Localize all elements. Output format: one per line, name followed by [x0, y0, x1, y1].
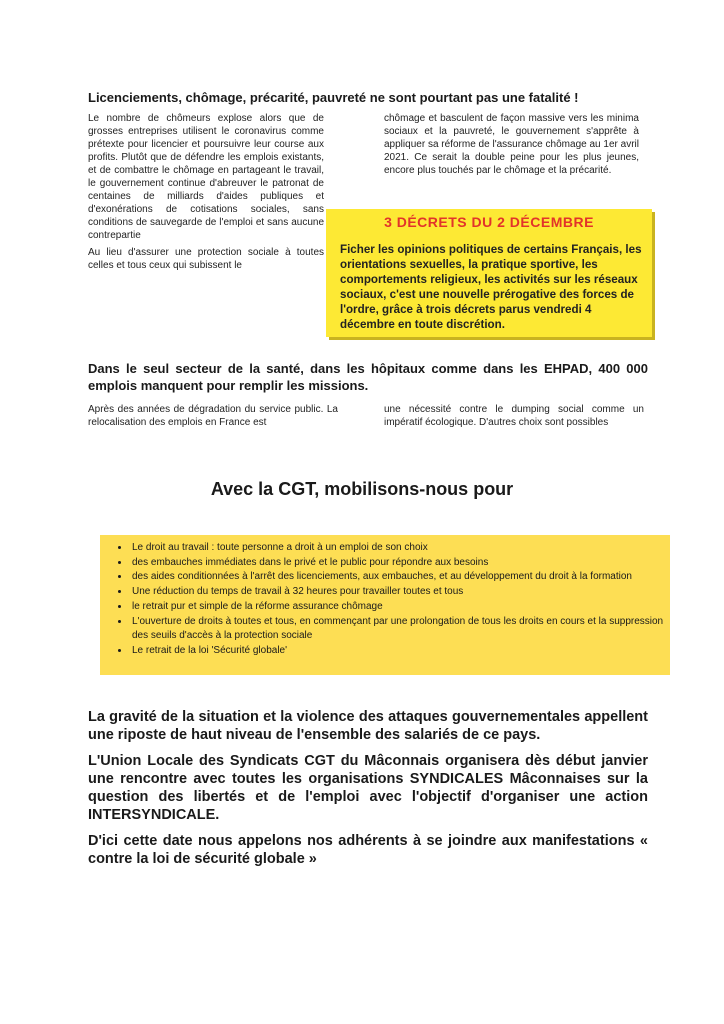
demand-item: • des aides conditionnées à l'arrêt des licenciements, aux embauches, et au développement du droit à la formation [130, 570, 670, 585]
decrets-title: 3 DÉCRETS DU 2 DÉCEMBRE [384, 214, 594, 230]
heading-fatalite: Licenciements, chômage, précarité, pauvreté ne sont pourtant pas une fatalité ! [88, 90, 579, 105]
column-left-bottom [88, 403, 338, 433]
closing-section [88, 708, 648, 876]
demands-box [100, 535, 670, 675]
paragraph-dumping: une nécessité contre le dumping social comme un impératif écologique. D'autres choix sont possibles [384, 404, 644, 428]
paragraph-degradation: Après des années de dégradation du service public. La relocalisation des emplois en France est [88, 404, 338, 428]
paragraph-protection: Au lieu d'assurer une protection sociale à toutes celles et tous ceux qui subissent le [88, 247, 324, 271]
column-right-top [384, 112, 639, 181]
demand-item: • Une réduction du temps de travail à 32 heures pour travailler toutes et tous [130, 585, 670, 600]
paragraph-chomeurs: Le nombre de chômeurs explose alors que de grosses entreprises utilisent le coronavirus comme prétexte pour licencier et poursuivre leur course aux profits. Plutôt que de défendre les emplois existants, et de combattre le chômage en partageant le travail, le gouvernement continue d'abreuver le patronat de centaines de milliards d'aides publiques et d'exonérations de cotisations sociales, sans conditions de sauvegarde de l'emploi et sans aucune contrepartie [88, 113, 324, 241]
decrets-highlight-box [326, 209, 652, 337]
demand-item: • L'ouverture de droits à toutes et tous, en commençant par une prolongation de tous les droits en cours et la suppression des seuils d'accès à la protection sociale [130, 615, 670, 644]
closing-gravite: La gravité de la situation et la violence des attaques gouvernementales appellent une riposte de haut niveau de l'ensemble des salariés de ce pays. [88, 709, 648, 743]
closing-union-locale: L'Union Locale des Syndicats CGT du Mâconnais organisera dès début janvier une rencontre avec toutes les organisations SYNDICALES Mâconnaises sur la question des libertés et de l'emploi avec l'objectif d'organiser une action INTERSYNDICALE. [88, 753, 648, 823]
column-right-bottom [384, 403, 644, 433]
decrets-text: Ficher les opinions politiques de certains Français, les orientations sexuelles, la pratique sportive, les comportements religieux, les activités sur les réseaux sociaux, c'est une nouvelle prérogative des forces de l'ordre, grâce à trois décrets parus vendredi 4 décembre en toute discrétion. [340, 243, 642, 331]
demands-list [100, 541, 670, 659]
closing-appel: D'ici cette date nous appelons nos adhérents à se joindre aux manifestations « contre la loi de sécurité globale » [88, 833, 648, 867]
demand-item: • le retrait pur et simple de la réforme assurance chômage [130, 600, 670, 615]
column-left-top [88, 112, 324, 276]
demand-item: • des embauches immédiates dans le privé et le public pour répondre aux besoins [130, 556, 670, 571]
heading-sante: Dans le seul secteur de la santé, dans les hôpitaux comme dans les EHPAD, 400 000 emplois manquent pour remplir les missions. [88, 361, 648, 393]
demand-item: • Le retrait de la loi 'Sécurité globale' [130, 644, 670, 659]
heading-mobilisons: Avec la CGT, mobilisons-nous pour [210, 479, 514, 499]
demand-item: • Le droit au travail : toute personne a droit à un emploi de son choix [130, 541, 670, 556]
paragraph-reforme: chômage et basculent de façon massive vers les minima sociaux et la pauvreté, le gouvernement s'apprête à appliquer sa réforme de l'assurance chômage au 1er avril 2021. Ce serait la double peine pour les plus jeunes, encore plus touchés par le chômage et la précarité. [384, 113, 639, 176]
